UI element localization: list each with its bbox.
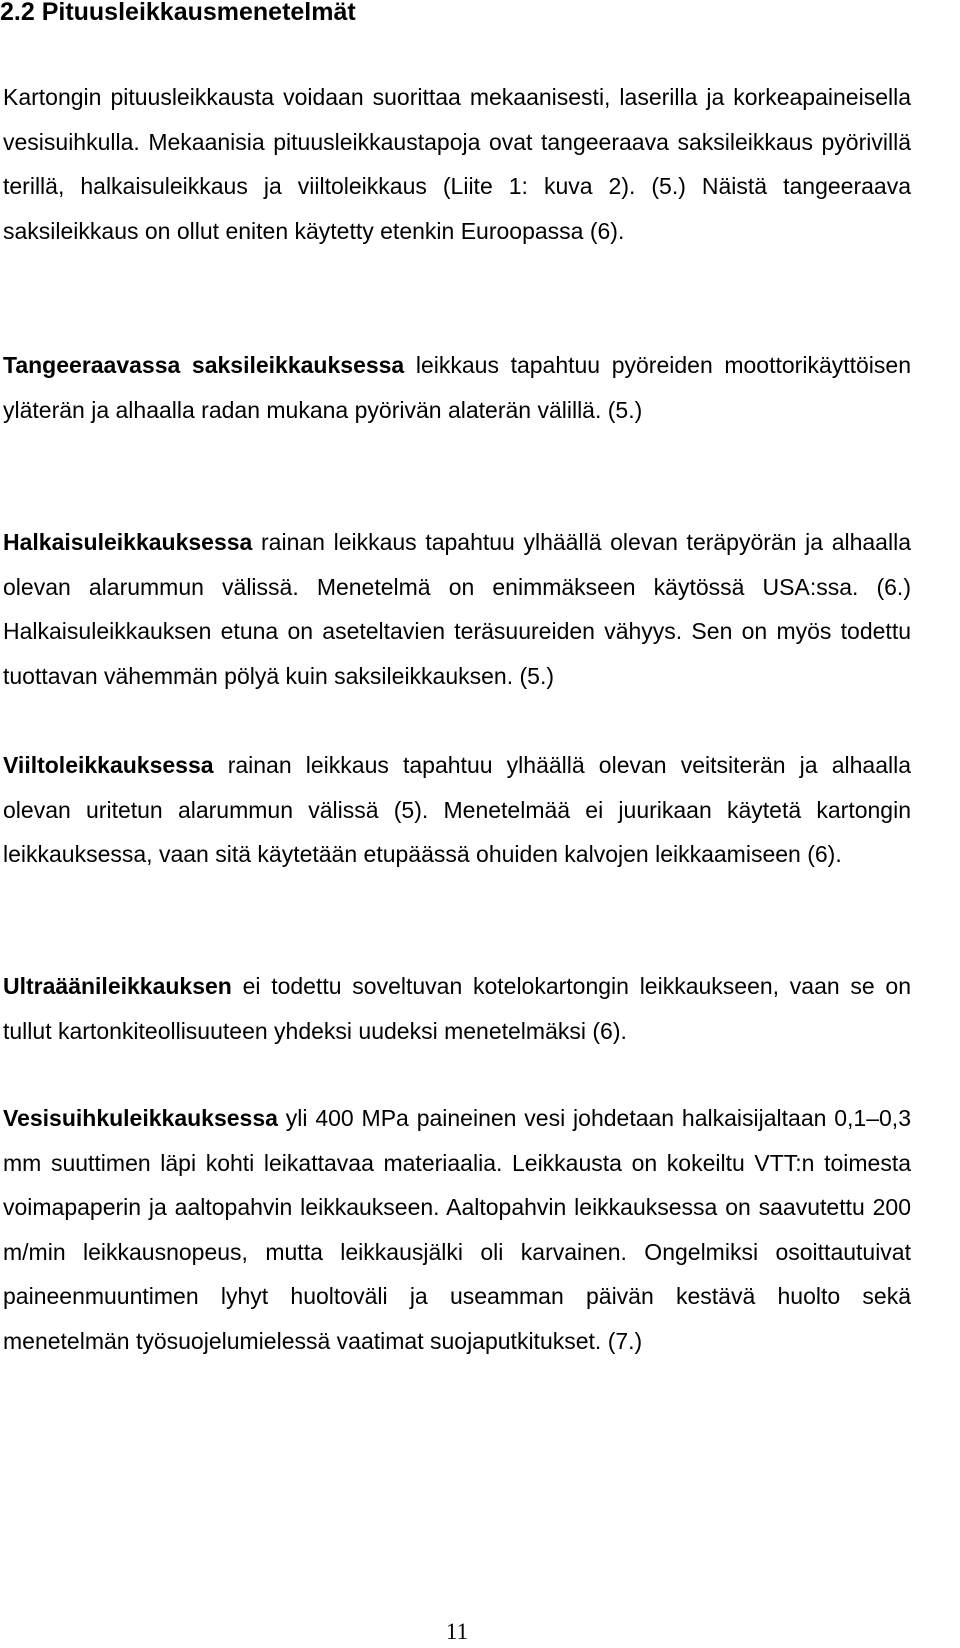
page-number: 11: [445, 1619, 469, 1644]
paragraph-term: Viiltoleikkauksessa: [3, 752, 214, 778]
paragraph-term: Halkaisuleikkauksessa: [3, 529, 253, 555]
paragraph-shear-slitting: [3, 343, 911, 432]
paragraph-text: rainan leikkaus tapahtuu ylhäällä olevan veitsiterän ja alhaalla olevan uritetun alarummun välissä (5). Menetelmää ei juurikaan käytetä kartongin leikkauksessa, vaan sitä käytetään etupäässä ohuiden kalvojen leikkaamiseen (6).: [3, 752, 911, 867]
paragraph-term: Vesisuihkuleikkauksessa: [3, 1105, 278, 1131]
paragraph-score-cut-slitting: [3, 520, 911, 698]
paragraph-razor-slitting: [3, 743, 911, 877]
paragraph-text: rainan leikkaus tapahtuu ylhäällä olevan teräpyörän ja alhaalla olevan alarummun välissä. Menetelmä on enimmäkseen käytössä USA:ssa. (6.) Halkaisuleikkauksen etuna on aseteltavien teräsuureiden vähyys. Sen on myös todettu tuottavan vähemmän pölyä kuin saksileikkauksen. (5.): [3, 529, 911, 689]
paragraph-slitting-methods-intro: [3, 75, 911, 253]
paragraph-ultrasonic-cutting: [3, 964, 911, 1053]
section-heading: 2.2 Pituusleikkausmenetelmät: [0, 0, 356, 26]
paragraph-text: leikkaus tapahtuu pyöreiden moottorikäyttöisen yläterän ja alhaalla radan mukana pyörivän alaterän välillä. (5.): [3, 352, 912, 423]
paragraph-waterjet-cutting: [3, 1096, 911, 1363]
paragraph-term: Tangeeraavassa saksileikkauksessa: [3, 352, 405, 378]
paragraph-term: Ultraäänileikkauksen: [3, 973, 232, 999]
paragraph-text: ei todettu soveltuvan kotelokartongin leikkaukseen, vaan se on tullut kartonkiteollisuuteen yhdeksi uudeksi menetelmäksi (6).: [3, 973, 911, 1044]
paragraph-text: yli 400 MPa paineinen vesi johdetaan halkaisijaltaan 0,1–0,3 mm suuttimen läpi kohti leikattavaa materiaalia. Leikkausta on kokeiltu VTT:n toimesta voimapaperin ja aaltopahvin leikkaukseen. Aaltopahvin leikkauksessa on saavutettu 200 m/min leikkausnopeus, mutta leikkausjälki oli karvainen. Ongelmiksi osoittautuivat paineenmuuntimen lyhyt huoltoväli ja useamman päivän kestävä huolto sekä menetelmän työsuojelumielessä vaatimat suojaputkitukset. (7.): [3, 1105, 911, 1354]
paragraph-text: Kartongin pituusleikkausta voidaan suorittaa mekaanisesti, laserilla ja korkeapaineisella vesisuihkulla. Mekaanisia pituusleikkaustapoja ovat tangeeraava saksileikkaus pyörivillä terillä, halkaisuleikkaus ja viiltoleikkaus (Liite 1: kuva 2). (5.) Näistä tangeeraava saksileikkaus on ollut eniten käytetty etenkin Euroopassa (6).: [3, 84, 911, 244]
